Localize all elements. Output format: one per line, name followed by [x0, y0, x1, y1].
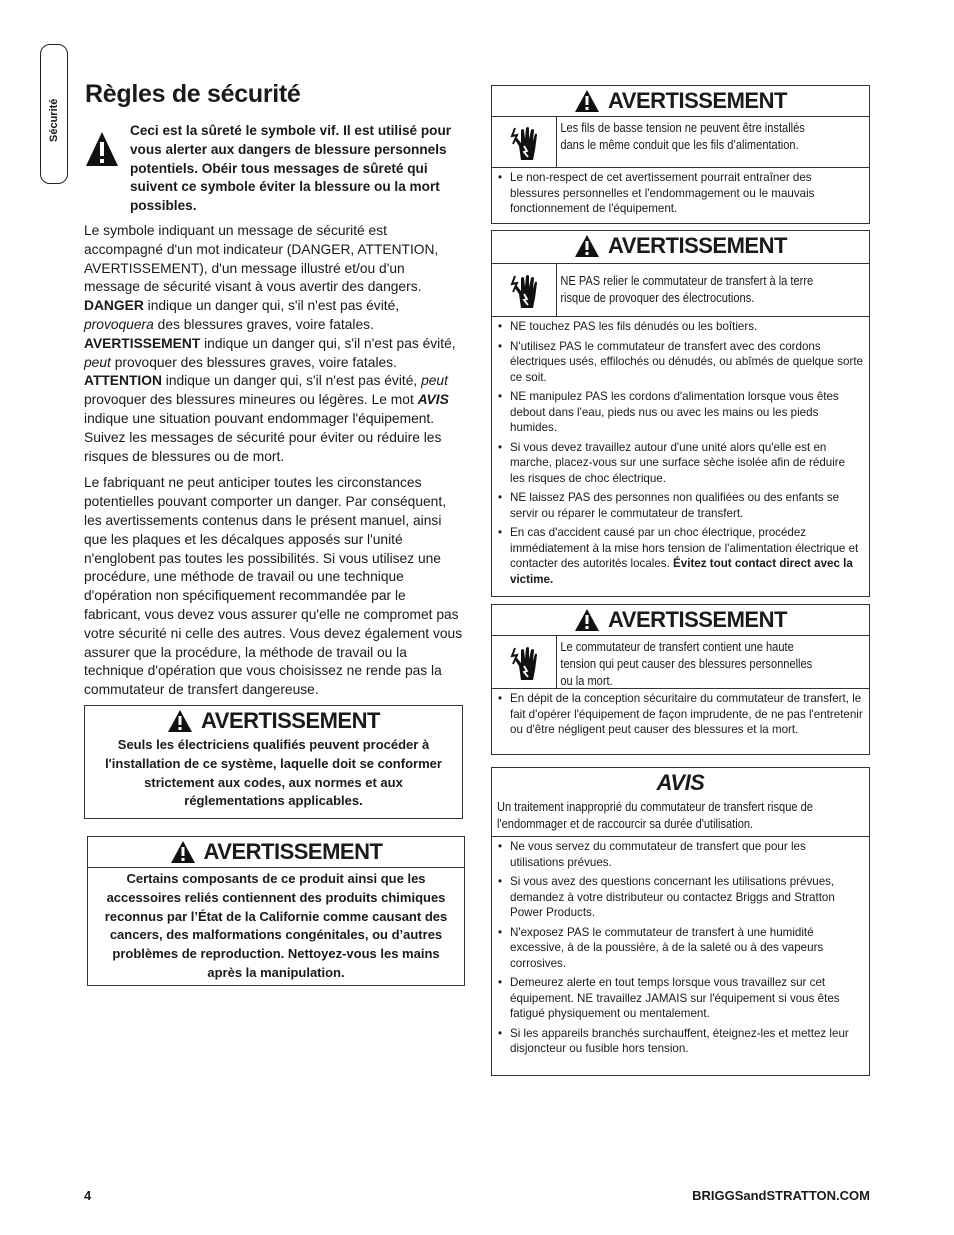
hazard-text: Le commutateur de transfert contient une haute tension qui peut causer des blessures personnelles ou la mort. — [560, 639, 813, 688]
danger-text: indique un danger qui, s'il n'est pas évité, — [143, 298, 400, 314]
danger-text-end: des blessures graves, voire fatales. — [153, 316, 374, 332]
signal-words-paragraph — [84, 222, 464, 466]
warning-box-california — [87, 836, 465, 986]
list-item-text: En cas d'accident causé par un choc électrique, procédez immédiatement à la mise hors tension de l'alimentation électrique et contacter des autorités locales. — [510, 526, 859, 570]
list-item: • N'utilisez PAS le commutateur de transfert avec des cordons électriques usés, effilochés ou dénudés, ou abîmés de quelque sorte ce soit. — [496, 339, 863, 386]
notice-box-header — [492, 768, 869, 798]
list-item: • N'exposez PAS le commutateur de transfert à une humidité excessive, à de la poussière, à de la saleté ou à des vapeurs corrosives. — [496, 925, 863, 972]
attention-text-end: indique une situation pouvant endommager l'équipement. Suivez les messages de sécurité pour éviter ou réduire les risques de blessures ou de mort. — [84, 410, 442, 464]
list-item: • Le non-respect de cet avertissement pourrait entraîner des blessures personnelles et l'endommagement ou le mauvais fonctionnement de l'équipement. — [496, 170, 863, 217]
warning-box-text: Seuls les électriciens qualifiés peuvent procéder à l'installation de ce système, laquelle doit se conformer strictement aux codes, aux normes et aux réglementations applicables. — [105, 737, 442, 809]
electric-shock-hand-icon — [492, 117, 557, 167]
list-item: • Demeurez alerte en tout temps lorsque vous travaillez sur cet équipement. NE travaillez JAMAIS sur l'équipement si vous êtes fatigué physiquement ou mentalement. — [496, 975, 863, 1022]
warning-box-header — [492, 605, 869, 635]
warning-box-heading: AVERTISSEMENT — [201, 708, 380, 733]
warning-triangle-icon — [574, 608, 600, 632]
warning-box-header — [492, 86, 869, 116]
avertissement-word: AVERTISSEMENT — [84, 335, 201, 351]
left-column — [84, 122, 464, 708]
avert-text-end: provoquer des blessures graves, voire fatales. — [110, 354, 397, 370]
list-item-emphasis: Évitez tout contact direct avec la victime. — [510, 557, 853, 586]
warning-box-header — [85, 706, 462, 736]
warning-triangle-icon — [574, 234, 600, 258]
warning-box-header — [88, 837, 464, 867]
list-item — [496, 525, 863, 587]
warning-triangle-icon — [170, 840, 196, 864]
list-item: • Si les appareils branchés surchauffent, éteignez-les et mettez leur disjoncteur ou fusible hors tension. — [496, 1026, 863, 1057]
body-p2: Le fabriquant ne peut anticiper toutes les circonstances potentielles pouvant comporter un danger. Par conséquent, les avertissements contenus dans le présent manuel, ainsi que les plaques et les décalques apposés sur l'unité n'englobent pas toutes les possibilités. Si vous utilisez une procédure, une méthode de travail ou une technique d'opération non spécifiquement recommandée par le fabricant, vous devez vous assurer qu'elle ne compromet pas votre sécurité ni celle des autres. Vous devez également vous assurer que la procédure, la méthode de travail ou la technique d'opération que vous choisissez ne rende pas la commutateur de transfert dangereuse. — [84, 475, 463, 698]
electric-shock-hand-icon — [492, 264, 557, 316]
page-number: 4 — [84, 1188, 92, 1203]
list-item: • En dépit de la conception sécuritaire du commutateur de transfert, le fait d'opérer l'équipement de façon imprudente, de ne pas l'entretenir ou d'être négligent peut causer des blessures et la mort. — [496, 691, 863, 738]
avis-word: AVIS — [417, 392, 449, 408]
electric-shock-hand-icon — [492, 636, 557, 688]
side-tab-label: Sécurité — [48, 98, 60, 142]
warning-box-electricians — [84, 705, 463, 819]
website-url: BRIGGSandSTRATTON.COM — [692, 1188, 870, 1203]
danger-emphasis: provoquera — [84, 316, 154, 332]
notice-box-heading: AVIS — [656, 770, 705, 795]
warning-box-text: Certains composants de ce produit ainsi que les accessoires reliés contiennent des produits chimiques reconnus par l’État de la Californie comme causant des cancers, des malformations congénitales, ou d’autres problèmes de reproduction. Nettoyez-vous les mains après la manipulation. — [88, 867, 464, 987]
hazard-row — [492, 635, 869, 689]
warning-box-heading: AVERTISSEMENT — [608, 607, 787, 632]
bullet-list — [492, 689, 869, 746]
attention-emphasis: peut — [421, 373, 448, 389]
hazard-text: Les fils de basse tension ne peuvent être installés dans le même conduit que les fils d’alimentation. — [560, 120, 805, 152]
warning-box-header — [492, 231, 869, 261]
intro-block — [84, 122, 464, 216]
list-item: • NE laissez PAS des personnes non qualifiées ou des enfants se servir ou réparer le commutateur de transfert. — [496, 490, 863, 521]
attention-text-mid: provoquer des blessures mineures ou légères. Le mot — [84, 392, 418, 408]
warning-box-grounding — [491, 230, 870, 597]
bullet-list — [492, 168, 869, 225]
list-item: • NE touchez PAS les fils dénudés ou les boîtiers. — [496, 319, 863, 335]
list-item: • Si vous avez des questions concernant les utilisations prévues, demandez à votre distributeur ou contactez Briggs and Stratton Power Products. — [496, 874, 863, 921]
attention-word: ATTENTION — [84, 373, 162, 389]
hazard-row — [492, 116, 869, 168]
list-item: • Si vous devez travaillez autour d'une unité alors qu'elle est en marche, placez-vous sur une surface sèche isolée afin de réduire les risques de choc électrique. — [496, 440, 863, 487]
intro-text: Ceci est la sûreté le symbole vif. Il est utilisé pour vous alerter aux dangers de blessure personnels potentiels. Obéir tous messages de sûreté qui suivent ce symbole éviter la blessure ou la mort possibles. — [130, 123, 452, 214]
warning-box-high-voltage — [491, 604, 870, 755]
list-item: • NE manipulez PAS les cordons d'alimentation lorsque vous êtes debout dans l'eau, pieds nus ou avec les mains ou les pieds humides. — [496, 389, 863, 436]
warning-box-low-voltage — [491, 85, 870, 224]
notice-box-avis — [491, 767, 870, 1076]
hazard-row — [492, 263, 869, 317]
warning-triangle-icon — [574, 89, 600, 113]
warning-triangle-icon — [167, 709, 193, 733]
warning-triangle-icon — [84, 126, 120, 168]
hazard-text: NE PAS relier le commutateur de transfert à la terre risque de provoquer des électrocutions. — [560, 273, 814, 305]
warning-box-heading: AVERTISSEMENT — [203, 839, 383, 864]
warning-box-heading: AVERTISSEMENT — [608, 88, 787, 113]
notice-intro-text: Un traitement inapproprié du commutateur de transfert risque de l'endommager et de raccourcir sa durée d'utilisation. — [497, 799, 813, 831]
danger-word: DANGER — [84, 298, 144, 314]
bullet-list — [492, 837, 869, 1065]
body-p1: Le symbole indiquant un message de sécurité est accompagné d'un mot indicateur (DANGER, ATTENTION, AVERTISSEMENT), d'un message illustré et/ou d'un message de sécurité visant à vous avertir des dangers. — [84, 222, 439, 295]
avert-emphasis: peut — [84, 354, 111, 370]
page-title: Règles de sécurité — [85, 80, 301, 108]
list-item: • Ne vous servez du commutateur de transfert que pour les utilisations prévues. — [496, 839, 863, 870]
attention-text: indique un danger qui, s'il n'est pas évité, — [161, 373, 422, 389]
bullet-list — [492, 317, 869, 595]
warning-box-heading: AVERTISSEMENT — [608, 233, 787, 258]
avert-text: indique un danger qui, s'il n'est pas évité, — [200, 335, 456, 351]
